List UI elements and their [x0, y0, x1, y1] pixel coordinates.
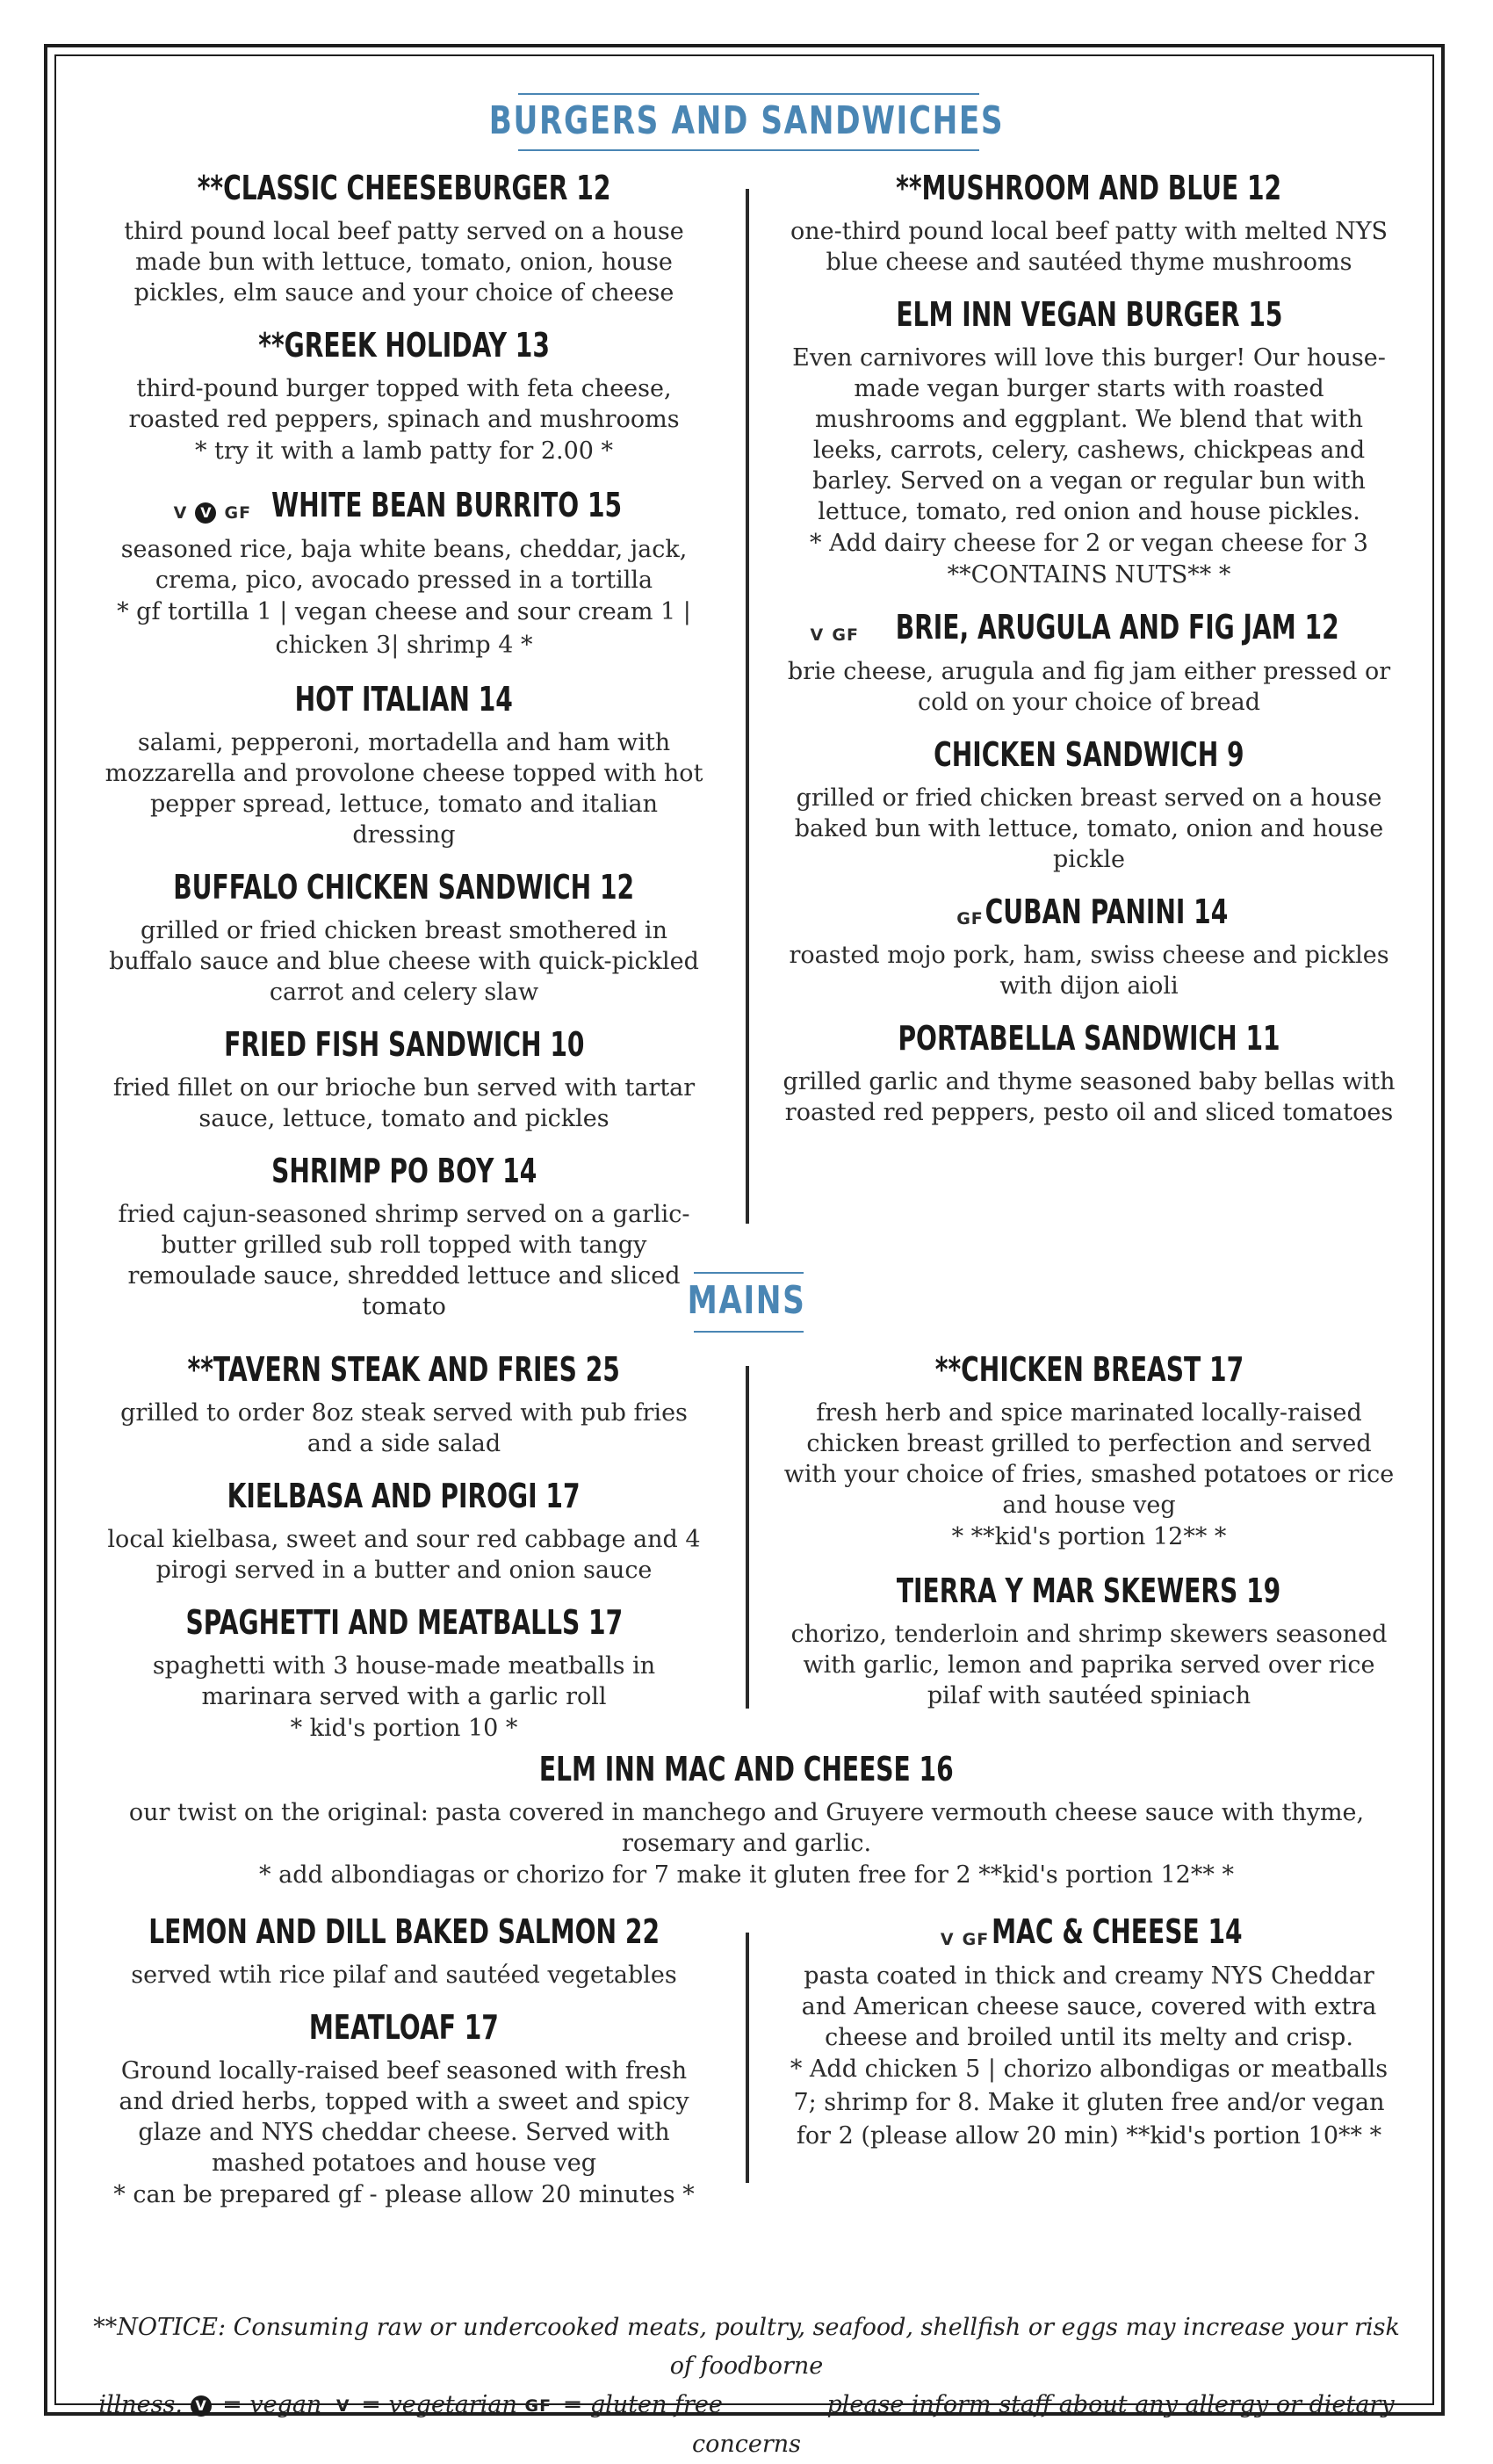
menu-item — [97, 1475, 711, 1586]
menu-item — [97, 167, 711, 308]
footer-notice — [88, 2309, 1405, 2464]
item-name: FRIED FISH SANDWICH — [223, 1024, 542, 1064]
menu-item — [97, 2006, 711, 2212]
vegetarian-legend: = vegetarian — [361, 2391, 517, 2418]
item-name: BRIE, ARUGULA AND FIG JAM — [895, 608, 1296, 647]
menu-item — [782, 606, 1396, 718]
item-price: 22 — [624, 1912, 660, 1951]
menu-item — [97, 1601, 711, 1745]
item-name: PORTABELLA SANDWICH — [898, 1019, 1237, 1058]
item-price: 25 — [586, 1350, 621, 1389]
item-description: seasoned rice, baja white beans, cheddar, jack, crema, pico, avocado pressed in a tortilla — [120, 535, 688, 594]
gluten-free-tag: GF — [224, 502, 252, 523]
item-description: local kielbasa, sweet and sour red cabbage and 4 pirogi served in a butter and onion sauce — [107, 1526, 701, 1584]
item-description: grilled or fried chicken breast smothered in buffalo sauce and blue cheese with quick-pickled carrot and celery slaw — [109, 916, 699, 1006]
item-price: 12 — [600, 867, 635, 907]
item-price: 12 — [1247, 169, 1282, 207]
menu-item — [782, 1348, 1396, 1554]
item-description: one-third pound local beef patty with melted NYS blue cheese and sautéed thyme mushrooms — [790, 218, 1388, 276]
section-rule-top — [518, 93, 979, 95]
item-price: 14 — [1194, 892, 1229, 931]
item-description: fried cajun-seasoned shrimp served on a garlic-butter grilled sub roll topped with tangy remoulade sauce, shredded lettuce and sliced tomato — [118, 1200, 690, 1320]
section-title-burgers: BURGERS AND SANDWICHES — [488, 98, 1005, 143]
item-price: 10 — [550, 1024, 585, 1064]
menu-item — [97, 866, 711, 1008]
gluten-free-legend: = gluten free — [562, 2391, 723, 2418]
item-note: * gf tortilla 1 | vegan cheese and sour cream 1 | chicken 3| shrimp 4 * — [117, 597, 691, 659]
item-description: grilled garlic and thyme seasoned baby bellas with roasted red peppers, pesto oil and sliced tomatoes — [783, 1068, 1396, 1126]
item-price: 17 — [588, 1603, 623, 1642]
item-price: 12 — [576, 169, 611, 207]
item-name: **MUSHROOM AND BLUE — [896, 169, 1239, 207]
item-note: * **kid's portion 12** * — [951, 1523, 1227, 1550]
gluten-free-tag: GF — [832, 625, 859, 645]
item-description: served wtih rice pilaf and sautéed vegetables — [131, 1962, 677, 1989]
item-description: salami, pepperoni, mortadella and ham with mozzarella and provolone cheese topped with hot pepper spread, lettuce, tomato and italian dressing — [105, 728, 703, 849]
item-name: **CHICKEN BREAST — [934, 1350, 1201, 1389]
gluten-free-tag: GF — [524, 2395, 552, 2416]
item-description: grilled to order 8oz steak served with pub fries and a side salad — [120, 1399, 688, 1457]
item-price: 17 — [1208, 1350, 1244, 1389]
mains-right-column — [782, 1348, 1396, 1727]
item-name: **GREEK HOLIDAY — [258, 326, 507, 365]
item-description: pasta coated in thick and creamy NYS Cheddar and American cheese sauce, covered with extra cheese and broiled until its melty and crisp. — [801, 1962, 1377, 2051]
item-name: BUFFALO CHICKEN SANDWICH — [173, 867, 592, 907]
legend-line — [88, 2386, 1405, 2464]
menu-item — [782, 1570, 1396, 1711]
burgers-left-column — [97, 167, 711, 1338]
item-name: LEMON AND DILL BAKED SALMON — [148, 1912, 617, 1951]
item-name: MAC & CHEESE — [992, 1912, 1201, 1951]
menu-item — [97, 1348, 711, 1459]
item-note: * try it with a lamb patty for 2.00 * — [194, 437, 614, 465]
item-name: CHICKEN SANDWICH — [934, 734, 1219, 774]
burgers-right-column — [782, 167, 1396, 1144]
item-name: **TAVERN STEAK AND FRIES — [187, 1350, 578, 1389]
item-name: ELM INN VEGAN BURGER — [895, 295, 1240, 334]
menu-item — [782, 167, 1396, 278]
item-name: ELM INN MAC AND CHEESE — [539, 1750, 911, 1788]
vegetarian-tag: V — [173, 502, 188, 523]
item-name: SHRIMP PO BOY — [270, 1151, 494, 1190]
item-name: MEATLOAF — [309, 2008, 457, 2047]
mac-and-cheese-feature — [97, 1748, 1396, 1908]
notice-line: **NOTICE: Consuming raw or undercooked meats, poultry, seafood, shellfish or eggs may increase your risk of foodborne — [93, 2314, 1400, 2380]
item-description: grilled or fried chicken breast served on a house baked bun with lettuce, tomato, onion and house pickle — [794, 784, 1384, 873]
item-price: 16 — [919, 1750, 954, 1788]
vegan-legend: = vegan — [222, 2391, 322, 2418]
menu-item — [97, 324, 711, 468]
vegetarian-tag: V — [940, 1929, 955, 1949]
item-note: * can be prepared gf - please allow 20 minutes * — [113, 2181, 695, 2208]
vegetarian-tag: V — [810, 625, 825, 645]
item-name: TIERRA Y MAR SKEWERS — [897, 1572, 1238, 1610]
item-price: 9 — [1227, 734, 1244, 774]
menu-item — [782, 293, 1396, 590]
menu-item — [782, 891, 1396, 1002]
contains-nuts-note: **CONTAINS NUTS** * — [947, 561, 1231, 589]
allergy-notice: please inform staff about any allergy or dietary concerns — [691, 2391, 1395, 2458]
item-name: CUBAN PANINI — [985, 892, 1186, 931]
item-price: 17 — [545, 1477, 581, 1515]
menu-item — [97, 484, 711, 662]
item-note: * Add chicken 5 | chorizo albondigas or meatballs 7; shrimp for 8. Make it gluten free and/or vegan for 2 (please allow 20 min) **kid's portion 10** * — [790, 2055, 1388, 2150]
item-description: fried fillet on our brioche bun served with tartar sauce, lettuce, tomato and pickles — [112, 1073, 696, 1132]
section-rule-bottom — [694, 1331, 804, 1333]
item-price: 12 — [1304, 608, 1339, 647]
bottom-right-column — [782, 1911, 1396, 2169]
item-description: fresh herb and spice marinated locally-raised chicken breast grilled to perfection and served with your choice of fries, smashed potatoes or rice and house veg — [783, 1399, 1395, 1519]
menu-item — [97, 1023, 711, 1134]
column-divider — [746, 189, 749, 1224]
item-description: our twist on the original: pasta covered in manchego and Gruyere vermouth cheese sauce with thyme, rosemary and garlic. — [128, 1799, 1365, 1857]
gluten-free-tag: GF — [956, 909, 984, 929]
item-name: HOT ITALIAN — [294, 679, 471, 719]
item-description: Even carnivores will love this burger! Our house-made vegan burger starts with roasted mushrooms and eggplant. We blend that with leeks, carrots, celery, cashews, chickpeas and barley. Served on a vegan or regular bun with lettuce, tomato, red onion and house pickles. — [792, 344, 1386, 525]
item-name: SPAGHETTI AND MEATBALLS — [185, 1603, 580, 1642]
item-price: 14 — [501, 1151, 537, 1190]
item-price: 11 — [1245, 1019, 1280, 1058]
item-description: chorizo, tenderloin and shrimp skewers seasoned with garlic, lemon and paprika served over rice pilaf with sautéed spiniach — [790, 1621, 1388, 1709]
item-price: 14 — [478, 679, 514, 719]
section-rule-top — [694, 1272, 804, 1274]
vegan-icon: V — [191, 2395, 212, 2417]
vegan-icon: V — [195, 502, 216, 524]
item-description: third-pound burger topped with feta cheese, roasted red peppers, spinach and mushrooms — [128, 375, 680, 433]
mains-left-column — [97, 1348, 711, 1761]
item-description: roasted mojo pork, ham, swiss cheese and pickles with dijon aioli — [789, 942, 1389, 1000]
menu-item — [97, 1748, 1396, 1892]
item-price: 15 — [1247, 295, 1283, 334]
item-price: 19 — [1246, 1572, 1281, 1610]
item-name: WHITE BEAN BURRITO — [271, 486, 580, 524]
illness-text: illness. — [98, 2391, 183, 2418]
item-price: 13 — [515, 326, 550, 365]
section-rule-bottom — [518, 149, 979, 151]
item-price: 14 — [1208, 1912, 1243, 1951]
item-name: KIELBASA AND PIROGI — [227, 1477, 538, 1515]
vegetarian-tag: V — [335, 2395, 350, 2416]
item-note: * kid's portion 10 * — [290, 1715, 518, 1742]
gluten-free-tag: GF — [962, 1929, 990, 1949]
column-divider — [746, 1366, 749, 1709]
menu-item — [782, 1017, 1396, 1128]
item-price: 15 — [588, 486, 623, 524]
item-name: **CLASSIC CHEESEBURGER — [197, 169, 568, 207]
menu-item — [782, 733, 1396, 875]
item-description: brie cheese, arugula and fig jam either pressed or cold on your choice of bread — [787, 657, 1391, 716]
item-note: * Add dairy cheese for 2 or vegan cheese for 3 — [809, 530, 1368, 557]
menu-item — [97, 678, 711, 850]
section-title-mains: MAINS — [687, 1278, 806, 1323]
item-description: Ground locally-raised beef seasoned with fresh and dried herbs, topped with a sweet and spicy glaze and NYS cheddar cheese. Served with mashed potatoes and house veg — [119, 2057, 689, 2177]
menu-item — [782, 1911, 1396, 2153]
column-divider — [746, 1933, 749, 2183]
item-price: 17 — [464, 2008, 499, 2047]
item-note: * add albondiagas or chorizo for 7 make it gluten free for 2 **kid's portion 12** * — [259, 1861, 1234, 1889]
item-description: third pound local beef patty served on a house made bun with lettuce, tomato, onion, house pickles, elm sauce and your choice of cheese — [124, 218, 684, 307]
menu-item — [97, 1911, 711, 1991]
item-description: spaghetti with 3 house-made meatballs in marinara served with a garlic roll — [152, 1652, 656, 1710]
bottom-left-column — [97, 1911, 711, 2228]
